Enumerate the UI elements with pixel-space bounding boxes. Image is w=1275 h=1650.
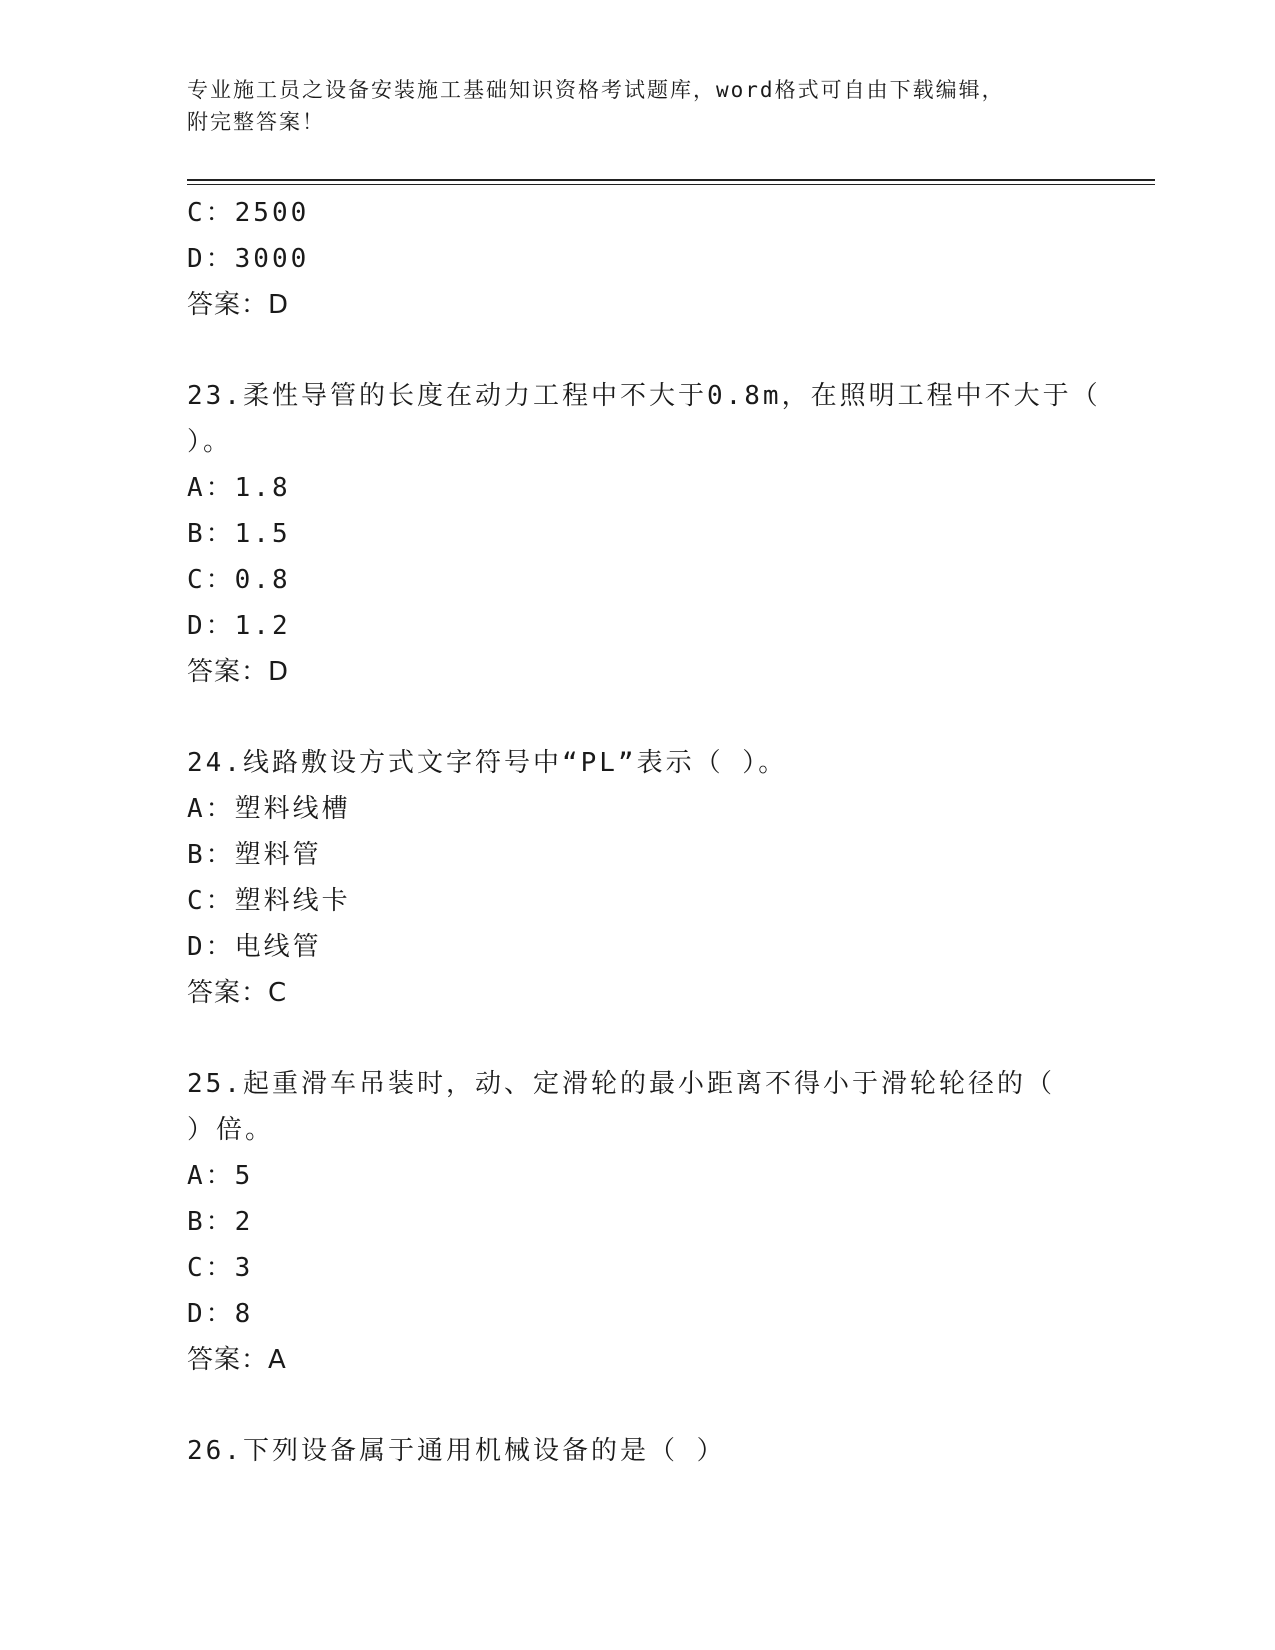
question-26 (187, 1428, 1087, 1474)
question-23 (187, 373, 1101, 695)
option-a: A：塑料线槽 (187, 794, 351, 824)
question-24 (187, 740, 1087, 1016)
header-line-1: 专业施工员之设备安装施工基础知识资格考试题库，word格式可自由下载编辑， (187, 78, 1005, 102)
document-header (187, 74, 1087, 138)
question-list (187, 190, 1101, 1474)
option-d: D：8 (187, 1299, 254, 1329)
question-stem-continued: ）。 (187, 427, 233, 457)
header-divider-thick (187, 179, 1155, 181)
question-gap (187, 1016, 1087, 1061)
option-b: B：塑料管 (187, 840, 322, 870)
option-c: C：2500 (187, 198, 310, 228)
option-a: A：1.8 (187, 473, 291, 503)
answer: 答案：D (187, 657, 290, 687)
header-line-2: 附完整答案！ (187, 110, 325, 134)
question-gap (187, 695, 1087, 740)
option-d: D：3000 (187, 244, 310, 274)
question-25 (187, 1061, 1087, 1383)
option-b: B：2 (187, 1207, 254, 1237)
question-gap (187, 328, 1087, 373)
answer: 答案：A (187, 1345, 287, 1375)
question-gap (187, 1383, 1087, 1428)
question-stem: 23.柔性导管的长度在动力工程中不大于0.8m，在照明工程中不大于（ (187, 381, 1101, 411)
option-c: C：0.8 (187, 565, 291, 595)
option-b: B：1.5 (187, 519, 291, 549)
question-22 (187, 190, 1087, 328)
question-stem: 26.下列设备属于通用机械设备的是（ ） (187, 1436, 726, 1466)
answer: 答案：D (187, 290, 290, 320)
question-stem: 24.线路敷设方式文字符号中“PL”表示（ ）。 (187, 748, 788, 778)
option-a: A：5 (187, 1161, 254, 1191)
question-stem: 25.起重滑车吊装时，动、定滑轮的最小距离不得小于滑轮轮径的（ (187, 1069, 1055, 1099)
answer: 答案：C (187, 978, 288, 1008)
option-c: C：3 (187, 1253, 254, 1283)
option-d: D：电线管 (187, 932, 322, 962)
option-d: D：1.2 (187, 611, 291, 641)
option-c: C：塑料线卡 (187, 886, 351, 916)
header-divider-thin (187, 184, 1155, 185)
question-stem-continued: ）倍。 (187, 1115, 275, 1145)
